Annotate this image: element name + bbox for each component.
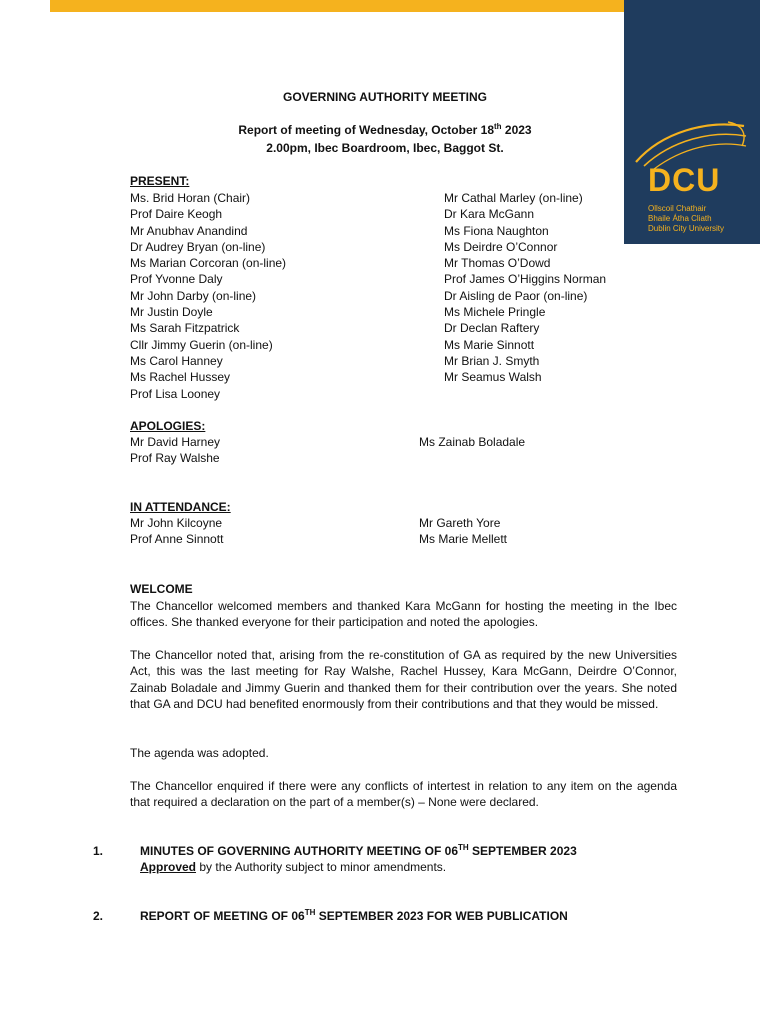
dcu-logo-text: DCU bbox=[648, 162, 721, 198]
attendee: Ms Sarah Fitzpatrick bbox=[130, 321, 240, 336]
attendance-name: Prof Anne Sinnott bbox=[130, 532, 224, 547]
present-heading: PRESENT: bbox=[130, 174, 190, 188]
item-title: REPORT OF MEETING OF 06TH SEPTEMBER 2023 FOR WEB PUBLICATION bbox=[140, 908, 568, 923]
welcome-paragraph-3: The agenda was adopted. bbox=[130, 746, 269, 760]
attendee: Ms Marian Corcoran (on-line) bbox=[130, 256, 287, 271]
apology-name: Prof Ray Walshe bbox=[130, 451, 220, 466]
attendance-name: Mr John Kilcoyne bbox=[130, 516, 223, 530]
present-list-left bbox=[130, 190, 286, 402]
attendee: Cllr Jimmy Guerin (on-line) bbox=[130, 337, 273, 352]
welcome-paragraph-4: The Chancellor enquired if there were any conflicts of intertest in relation to any item on the agenda that required a declaration on the part of a member(s) – None were declared. bbox=[130, 779, 677, 810]
dcu-logo-panel bbox=[624, 0, 760, 244]
item-number: 2. bbox=[93, 909, 104, 923]
attendee: Prof Daire Keogh bbox=[130, 207, 223, 222]
welcome-heading: WELCOME bbox=[130, 582, 193, 596]
attendee: Ms Fiona Naughton bbox=[444, 223, 549, 238]
attendee: Ms Rachel Hussey bbox=[130, 370, 231, 385]
attendee: Ms Carol Hanney bbox=[130, 353, 223, 368]
attendee: Dr Kara McGann bbox=[444, 207, 535, 222]
attendance-list-right bbox=[419, 515, 507, 548]
meeting-date-line: Report of meeting of Wednesday, October 18th 2023 bbox=[238, 122, 532, 137]
attendee: Mr Anubhav Anandind bbox=[130, 223, 248, 238]
attendee: Mr John Darby (on-line) bbox=[130, 288, 257, 303]
attendance-list-left bbox=[130, 515, 223, 548]
attendee: Dr Aisling de Paor (on-line) bbox=[444, 288, 588, 303]
item-number: 1. bbox=[93, 844, 104, 858]
attendee: Prof Lisa Looney bbox=[130, 386, 221, 401]
dcu-logo-subtitle: Ollscoil Chathair Bhaile Átha Cliath Dublin City University bbox=[648, 204, 725, 233]
attendee: Mr Justin Doyle bbox=[130, 305, 213, 320]
attendance-name: Mr Gareth Yore bbox=[419, 516, 501, 530]
meeting-venue-line: 2.00pm, Ibec Boardroom, Ibec, Baggot St. bbox=[266, 141, 504, 155]
attendee: Mr Brian J. Smyth bbox=[444, 353, 540, 368]
apology-name: Mr David Harney bbox=[130, 435, 221, 449]
attendee: Dr Declan Raftery bbox=[444, 321, 540, 336]
attendee: Ms Marie Sinnott bbox=[444, 337, 535, 352]
top-accent-bar bbox=[50, 0, 674, 12]
present-list-right bbox=[444, 190, 606, 386]
attendee: Ms. Brid Horan (Chair) bbox=[130, 191, 251, 205]
attendee: Mr Thomas O’Dowd bbox=[444, 256, 551, 271]
attendee: Prof James O’Higgins Norman bbox=[444, 272, 607, 287]
apologies-list-left bbox=[130, 434, 220, 467]
attendee: Mr Cathal Marley (on-line) bbox=[444, 191, 583, 205]
attendee: Prof Yvonne Daly bbox=[130, 272, 223, 287]
item-body: Approved by the Authority subject to minor amendments. bbox=[140, 860, 447, 874]
document-title: GOVERNING AUTHORITY MEETING bbox=[282, 90, 487, 104]
apologies-list-right bbox=[419, 434, 525, 450]
welcome-paragraph-1: The Chancellor welcomed members and thanked Kara McGann for hosting the meeting in the Ibec offices. She thanked everyone for their participation and noted the apologies. bbox=[130, 599, 677, 630]
welcome-paragraph-2: The Chancellor noted that, arising from the re-constitution of GA as required by the new Universities Act, this was the last meeting for Ray Walshe, Rachel Hussey, Kara McGann, Deirdre O’Connor, Zainab Boladale and Jimmy Guerin and thanked them for their contribution over the years. She noted that GA and DCU had benefited enormously from their contributions and that they would be missed. bbox=[130, 648, 677, 711]
attendance-heading: IN ATTENDANCE: bbox=[130, 500, 231, 514]
attendee: Ms Deirdre O’Connor bbox=[444, 239, 558, 254]
attendee: Ms Michele Pringle bbox=[444, 305, 546, 320]
attendee: Dr Audrey Bryan (on-line) bbox=[130, 239, 266, 254]
attendee: Mr Seamus Walsh bbox=[444, 370, 542, 385]
attendance-name: Ms Marie Mellett bbox=[419, 532, 508, 547]
apologies-heading: APOLOGIES: bbox=[130, 419, 206, 433]
item-title: MINUTES OF GOVERNING AUTHORITY MEETING OF 06TH SEPTEMBER 2023 bbox=[140, 843, 577, 858]
apology-name: Ms Zainab Boladale bbox=[419, 435, 526, 449]
